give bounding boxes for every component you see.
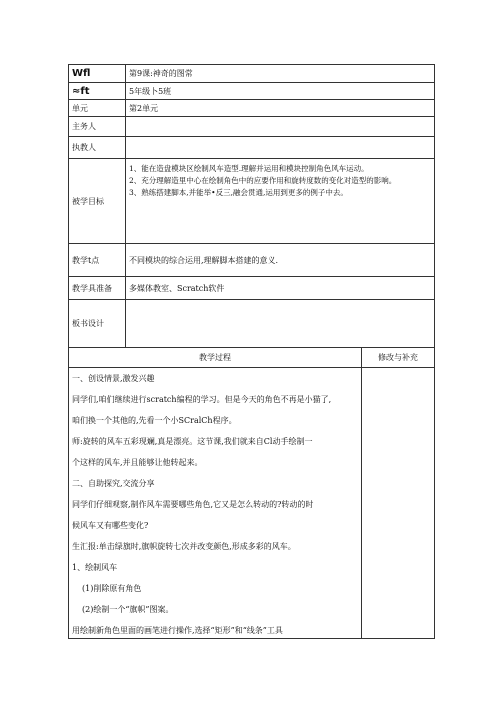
- process-line: 生汇报:单击绿旗时,旗帜旋转七次并改变颜色,形成多彩的风车。: [72, 542, 296, 551]
- main-teacher-label: 主务人: [69, 117, 126, 137]
- unit-row: [69, 100, 435, 117]
- sub-step: (1)削除原有角色: [82, 584, 142, 593]
- process-header: 教学过程: [69, 348, 362, 368]
- goals-label: 被学目标: [69, 159, 126, 244]
- notes-content: [362, 368, 435, 639]
- notes-header: 修改与补充: [362, 348, 435, 368]
- title-row: [69, 65, 435, 83]
- process-line: 候风车又有哪些变化?: [72, 521, 149, 530]
- goals-content: [126, 159, 435, 244]
- exec-teacher-row: [69, 137, 435, 159]
- title-label: Wfl: [69, 65, 126, 83]
- unit-label: 单元: [69, 100, 126, 117]
- grade-label: ≈ft: [69, 83, 126, 100]
- exec-teacher-label: 执教人: [69, 137, 126, 159]
- keypoints-value: 不同模块的综合运用,理解脚本搭建的意义.: [126, 244, 435, 277]
- process-header-row: [69, 348, 435, 368]
- process-line: 咱们换一个其他的,先看一个小SCralCh程序。: [72, 416, 237, 425]
- sub-heading: 1、绘制风车: [72, 563, 118, 572]
- board-label: 板书设计: [69, 300, 126, 348]
- process-line: 同学们,咱们继续进行scratch编程的学习。但是今天的角色不再是小猫了,: [72, 395, 332, 404]
- goal-item: 1、能在造盘模块区绘制风车造型.理解并运用和模块控制角色风车运动。: [129, 164, 369, 173]
- process-row: [69, 368, 435, 639]
- lesson-plan-table: [68, 64, 435, 639]
- goal-item: 2、充分理解造里中心在绘制角色中的应要作用和旋转度数的变化对造型的影响。: [129, 176, 397, 185]
- goal-item: 3、熟练搭建脚本,并能举•反三,融会贯通,运用到更多的例子中去。: [129, 188, 348, 197]
- keypoints-label: 教学t点: [69, 244, 126, 277]
- section-heading: 一、创设情景,激发兴趣: [72, 374, 155, 383]
- main-teacher-row: [69, 117, 435, 137]
- sub-step: (2)绘制一个“旗帜”图案。: [82, 605, 174, 614]
- process-line: 师:旋转的风车五彩现斓,真是漂亮。这节课,我们就来自Cl动手绘制一: [72, 437, 313, 446]
- prep-label: 教学具准备: [69, 277, 126, 300]
- process-line: 同学们仔细观察,制作风车需要哪些角色,它又是怎么转动的?转动的时: [72, 500, 314, 509]
- lesson-title: 第9课:神奇的图常: [126, 65, 435, 83]
- process-content: [69, 368, 362, 639]
- grade-row: [69, 83, 435, 100]
- board-value: [126, 300, 435, 348]
- grade-value: 5年级卜5班: [126, 83, 435, 100]
- process-line: 用绘制新角色里面的画笔进行操作,选择“矩形”和“线条”工具: [72, 626, 283, 635]
- process-line: 个这样的风车,并且能够让他转起来。: [72, 458, 203, 467]
- goals-row: [69, 159, 435, 244]
- main-teacher-value: [126, 117, 435, 137]
- keypoints-row: [69, 244, 435, 277]
- prep-value: 多媒体教室、Scratch软件: [126, 277, 435, 300]
- board-row: [69, 300, 435, 348]
- exec-teacher-value: [126, 137, 435, 159]
- unit-value: 第2单元: [126, 100, 435, 117]
- prep-row: [69, 277, 435, 300]
- section-heading: 二、自助探究,交流分享: [72, 479, 155, 488]
